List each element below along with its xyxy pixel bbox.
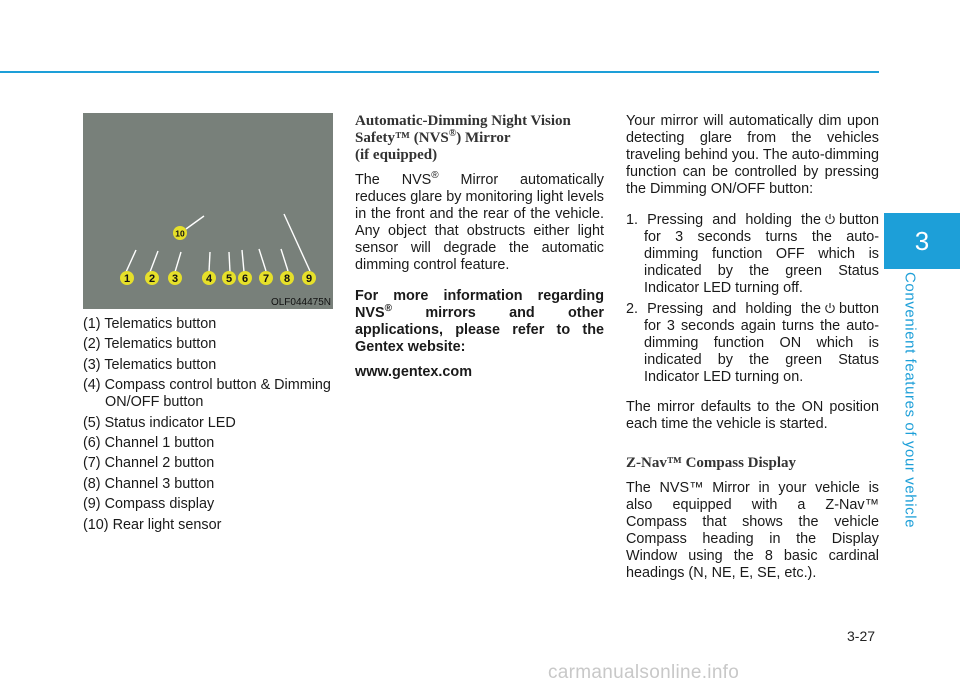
registered-mark: ® [384, 303, 392, 315]
callout-9 [302, 271, 316, 285]
leader-line-5 [229, 252, 230, 272]
power-icon [824, 213, 836, 225]
callout-label-4: 4 [205, 273, 213, 285]
mirror-figure [83, 113, 333, 309]
footer-watermark: carmanualsonline.info [548, 662, 740, 683]
nvs-heading-equipped: (if equipped) [355, 147, 438, 163]
nvs-description [355, 172, 604, 274]
leader-line-6 [242, 250, 244, 272]
compass-heading: Z-Nav™ Compass Display [626, 455, 797, 471]
compass-description: The NVS™ Mirror in your vehicle is also equipped with a Z-Nav™ Compass that shows the vehicle Compass heading in the Display Window using the 8 basic cardinal headings (N, NE, E, SE, etc.). [626, 480, 879, 581]
leader-line-9 [284, 214, 310, 271]
dimming-section [626, 113, 879, 596]
dimming-intro: Your mirror will automatically dim upon detecting glare from the vehicles traveling behind you. The auto-dimming function can be controlled by pressing the Dimming ON/OFF button: [626, 113, 879, 197]
legend-item: (4) Compass control button & Dimming ON/OFF button [83, 377, 331, 411]
nvs-description-start: The NVS [355, 172, 432, 188]
leader-line-7 [259, 249, 266, 271]
callout-1 [120, 271, 134, 285]
callout-label-1: 1 [123, 273, 131, 285]
legend-item: (9) Compass display [83, 496, 215, 513]
legend-item: (2) Telematics button [83, 336, 217, 353]
callout-diagram [83, 113, 333, 309]
registered-mark: ® [431, 170, 439, 182]
leader-line-1 [126, 250, 136, 272]
step-1-suffix: button for 3 seconds turns the auto-dimming function OFF which is indicated by the green Status Indicator LED turning off. [644, 212, 879, 296]
dimming-steps [626, 212, 879, 386]
step-2-prefix: 2. Pressing and holding the [626, 301, 821, 317]
step-2-suffix: button for 3 seconds again turns the auto-dimming function ON which is indicated by the green Status Indicator LED turning on. [644, 301, 879, 385]
dimming-step-2 [626, 301, 879, 386]
leader-line-8 [281, 249, 288, 271]
callout-7 [259, 271, 273, 285]
nvs-info-rest: mirrors and other applications, please refer to the Gentex website: [355, 305, 604, 355]
legend-item: (10) Rear light sensor [83, 516, 222, 533]
callout-8 [280, 271, 294, 285]
nvs-section [355, 113, 604, 381]
callout-label-3: 3 [171, 273, 179, 285]
chapter-tab[interactable] [884, 213, 960, 269]
chapter-title: Convenient features of your vehicle [901, 272, 919, 529]
nvs-description-rest: Mirror automatically reduces glare by monitoring light levels in the front and the rear of the vehicle. Any object that obstructs either light sensor will degrade the automatic dimming control feature. [355, 172, 604, 273]
callout-6 [238, 271, 252, 285]
callout-label-9: 9 [305, 273, 313, 285]
callout-2 [145, 271, 159, 285]
dimming-step-1 [626, 212, 879, 297]
leader-line-3 [175, 252, 181, 272]
callout-4 [202, 271, 216, 285]
header-rule [0, 71, 879, 73]
legend-item: (8) Channel 3 button [83, 475, 215, 492]
legend-item: (5) Status indicator LED [83, 414, 236, 431]
step-1-prefix: 1. Pressing and holding the [626, 212, 821, 228]
gentex-website-link[interactable]: www.gentex.com [355, 364, 473, 380]
callout-label-2: 2 [148, 273, 156, 285]
callout-5 [222, 271, 236, 285]
callout-label-5: 5 [225, 273, 233, 285]
figure-legend [83, 316, 333, 537]
callout-label-7: 7 [262, 273, 270, 285]
nvs-heading-text: Automatic-Dimming Night Vision Safety™ (NVS [355, 113, 571, 146]
nvs-info [355, 288, 604, 356]
nvs-heading [355, 113, 604, 164]
callout-3 [168, 271, 182, 285]
default-on-note: The mirror defaults to the ON position each time the vehicle is started. [626, 399, 879, 432]
leader-line-10 [186, 216, 204, 229]
callout-label-8: 8 [283, 273, 291, 285]
nvs-info-start: For more information regarding NVS [355, 288, 604, 321]
figure-code: OLF044475N [270, 297, 331, 308]
power-icon [824, 302, 836, 314]
callout-label-10: 10 [175, 228, 185, 239]
leader-line-2 [150, 251, 158, 272]
callout-label-6: 6 [241, 273, 249, 285]
legend-item: (3) Telematics button [83, 356, 217, 373]
page-number: 3-27 [847, 628, 876, 644]
registered-mark: ® [448, 128, 457, 139]
callout-10 [173, 226, 187, 240]
nvs-heading-text-end: ) Mirror [456, 130, 511, 146]
legend-item: (1) Telematics button [83, 316, 217, 332]
legend-item: (6) Channel 1 button [83, 434, 215, 451]
legend-item: (7) Channel 2 button [83, 455, 215, 472]
chapter-number: 3 [914, 225, 930, 256]
leader-line-4 [209, 252, 210, 272]
